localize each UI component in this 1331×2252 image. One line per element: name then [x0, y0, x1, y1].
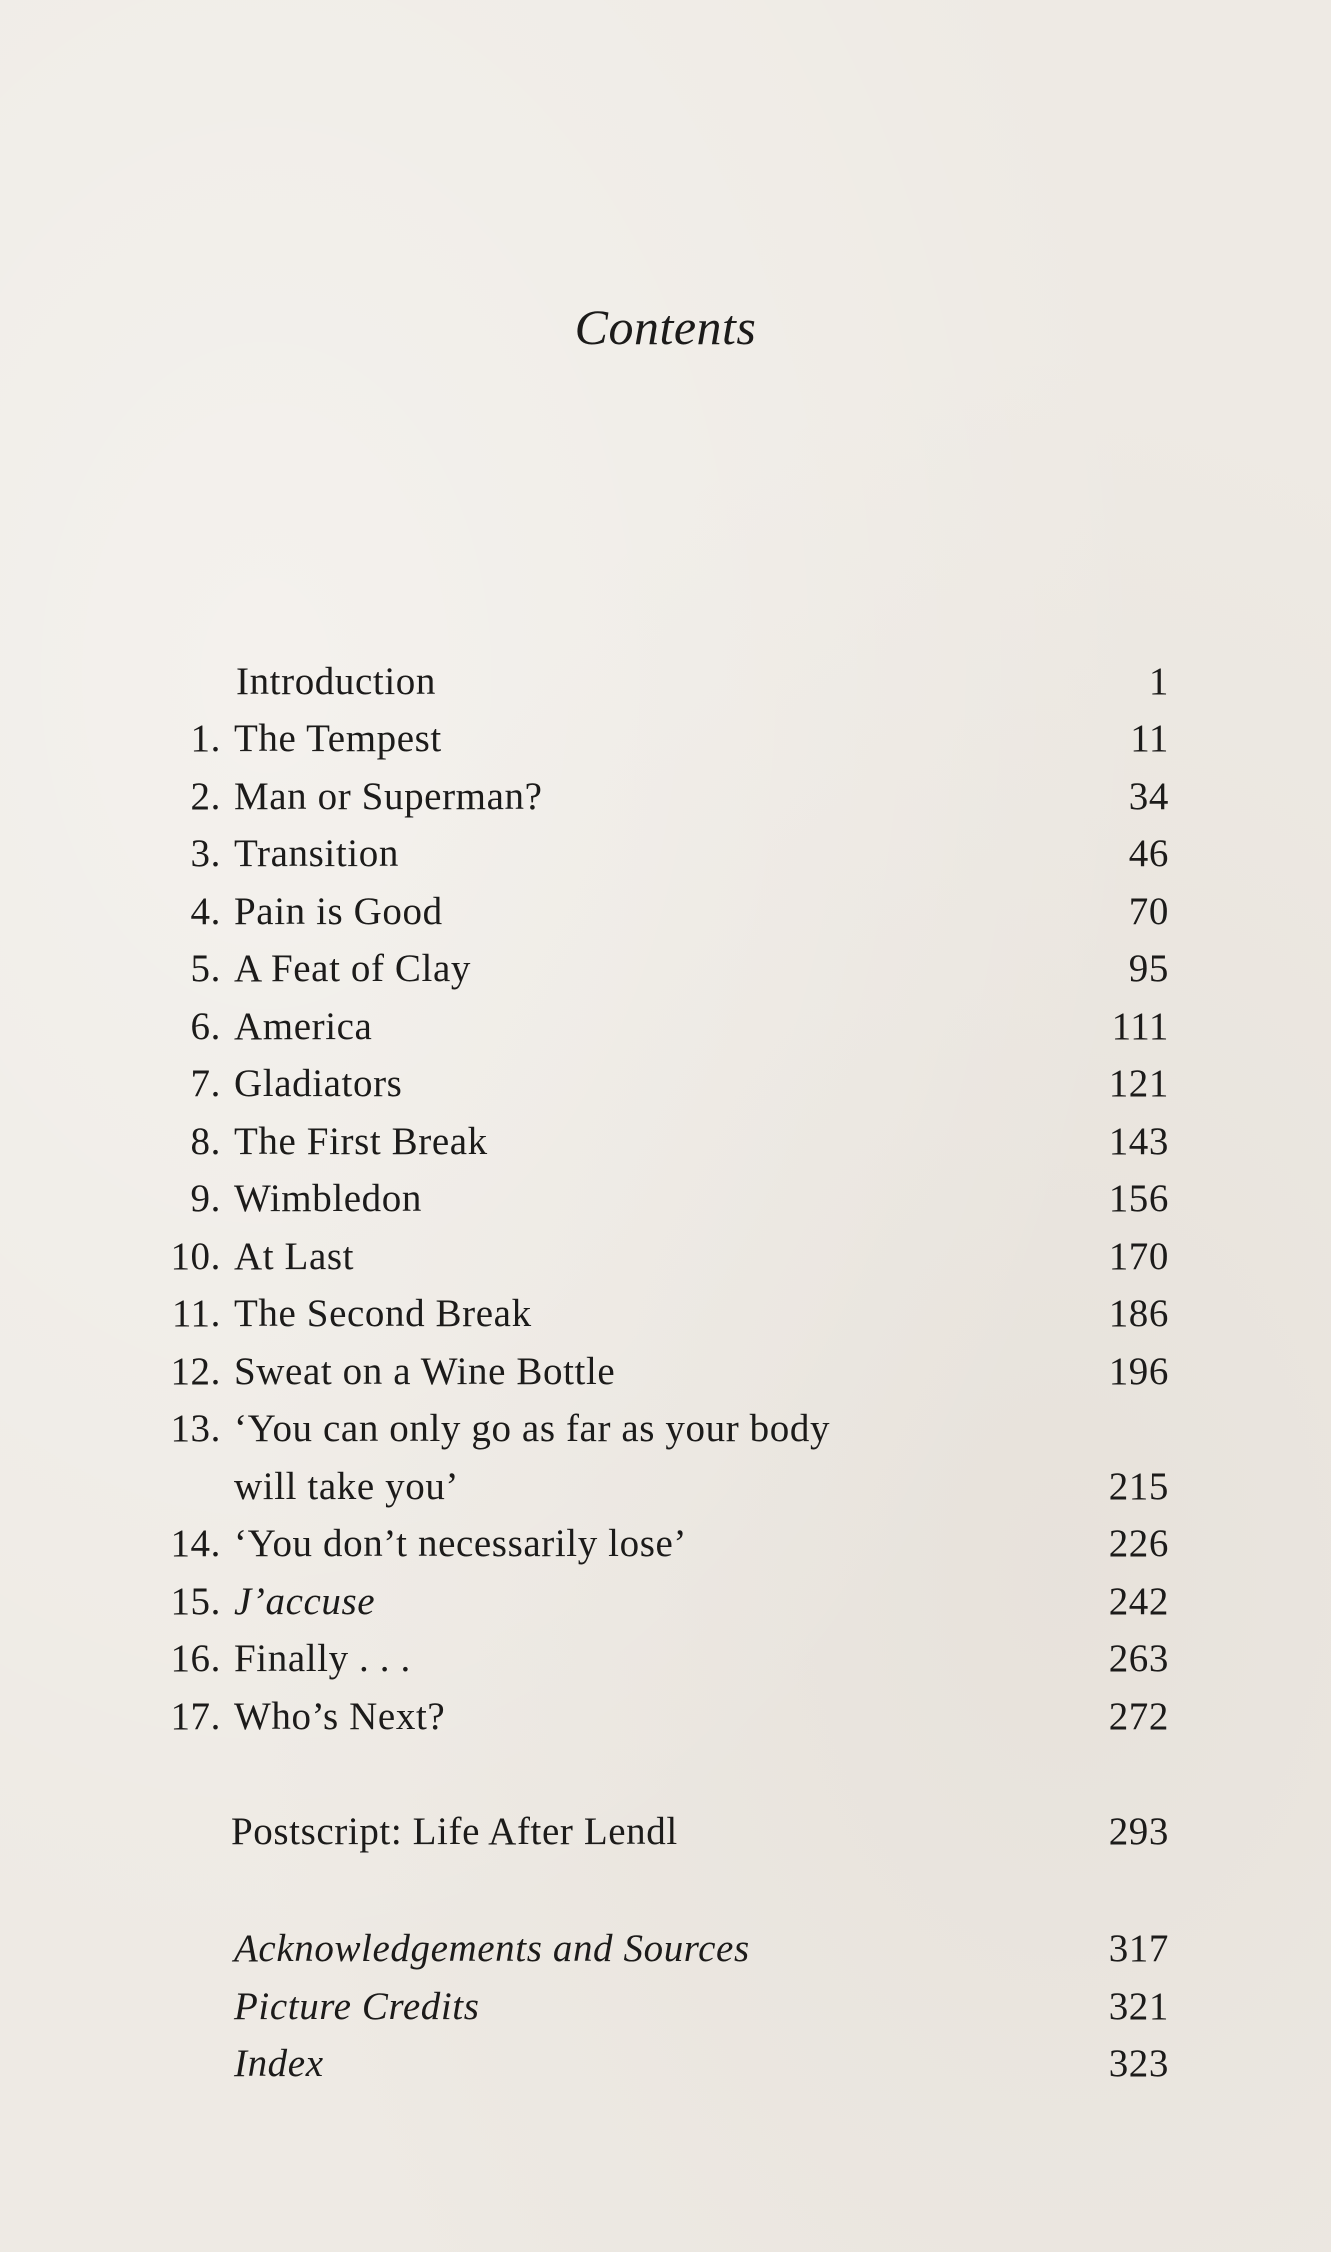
toc-entry-number: 6.: [190, 1005, 221, 1048]
toc-entry-page: 242: [1108, 1580, 1169, 1623]
toc-entry-chapter-6: [0, 998, 1331, 1055]
toc-entry-chapter-4: [0, 883, 1331, 940]
toc-entry-label: Gladiators: [234, 1062, 403, 1105]
toc-entry-label: Picture Credits: [234, 1985, 480, 2028]
toc-entry-label: Man or Superman?: [234, 775, 543, 818]
toc-entry-number: 14.: [170, 1522, 221, 1565]
toc-entry-label: Pain is Good: [234, 890, 443, 933]
toc-entry-label: Acknowledgements and Sources: [234, 1927, 750, 1970]
toc-entry-picture-credits: [0, 1978, 1331, 2035]
toc-entry-number: 5.: [190, 947, 221, 990]
toc-entry-chapter-8: [0, 1113, 1331, 1170]
toc-entry-introduction: [0, 653, 1331, 710]
toc-entry-chapter-14: [0, 1515, 1331, 1572]
toc-entry-page: 95: [1128, 947, 1169, 990]
toc-entry-page: 11: [1130, 717, 1169, 760]
toc-entry-chapter-13-continued: [0, 1458, 1331, 1515]
toc-entry-chapter-16: [0, 1630, 1331, 1687]
toc-entry-chapter-7: [0, 1055, 1331, 1112]
toc-entry-page: 186: [1108, 1292, 1169, 1335]
toc-entry-label: Postscript: Life After Lendl: [231, 1810, 678, 1853]
toc-entry-label: America: [234, 1005, 373, 1048]
toc-entry-acknowledgements: [0, 1920, 1331, 1977]
toc-entry-number: 2.: [190, 775, 221, 818]
toc-entry-page: 321: [1108, 1985, 1169, 2028]
toc-entry-number: 11.: [171, 1292, 221, 1335]
toc-entry-label: Introduction: [236, 660, 436, 703]
toc-entry-chapter-2: [0, 768, 1331, 825]
toc-entry-page: 196: [1108, 1350, 1169, 1393]
toc-entry-index: [0, 2035, 1331, 2092]
toc-entry-number: 16.: [170, 1637, 221, 1680]
toc-entry-page: 215: [1108, 1465, 1169, 1508]
toc-entry-number: 4.: [190, 890, 221, 933]
toc-entry-label: Wimbledon: [234, 1177, 422, 1220]
toc-entry-chapter-12: [0, 1343, 1331, 1400]
toc-entry-page: 226: [1108, 1522, 1169, 1565]
toc-entry-page: 293: [1108, 1810, 1169, 1853]
toc-entry-page: 34: [1128, 775, 1169, 818]
toc-entry-label: The Tempest: [234, 717, 442, 760]
toc-entry-page: 323: [1108, 2042, 1169, 2085]
toc-entry-label: At Last: [234, 1235, 355, 1278]
toc-entry-chapter-15: [0, 1573, 1331, 1630]
toc-entry-number: 1.: [190, 717, 221, 760]
toc-entry-number: 12.: [170, 1350, 221, 1393]
toc-entry-page: 317: [1108, 1927, 1169, 1970]
toc-entry-page: 46: [1128, 832, 1169, 875]
toc-entry-label: Who’s Next?: [234, 1695, 446, 1738]
toc-entry-chapter-17: [0, 1688, 1331, 1745]
toc-entry-number: 15.: [170, 1580, 221, 1623]
toc-entry-label: The Second Break: [234, 1292, 532, 1335]
toc-entry-chapter-9: [0, 1170, 1331, 1227]
toc-entry-page: 70: [1128, 890, 1169, 933]
toc-entry-chapter-11: [0, 1285, 1331, 1342]
toc-entry-number: 17.: [170, 1695, 221, 1738]
toc-entry-label: ‘You don’t necessarily lose’: [234, 1522, 687, 1565]
toc-entry-page: 263: [1108, 1637, 1169, 1680]
toc-entry-page: 111: [1111, 1005, 1169, 1048]
toc-entry-label: Index: [234, 2042, 324, 2085]
toc-entry-page: 143: [1108, 1120, 1169, 1163]
toc-entry-label: Finally . . .: [234, 1637, 411, 1680]
toc-entry-chapter-10: [0, 1228, 1331, 1285]
toc-entry-number: 9.: [190, 1177, 221, 1220]
toc-entry-number: 8.: [190, 1120, 221, 1163]
toc-entry-label: Sweat on a Wine Bottle: [234, 1350, 616, 1393]
toc-entry-chapter-5: [0, 940, 1331, 997]
toc-entry-label: will take you’: [234, 1465, 460, 1508]
toc-entry-page: 272: [1108, 1695, 1169, 1738]
toc-entry-number: 7.: [190, 1062, 221, 1105]
toc-entry-number: 10.: [170, 1235, 221, 1278]
toc-entry-page: 156: [1108, 1177, 1169, 1220]
toc-entry-number: 13.: [170, 1407, 221, 1450]
toc-entry-chapter-1: [0, 710, 1331, 767]
toc-entry-postscript: [0, 1803, 1331, 1860]
contents-title: Contents: [574, 299, 757, 355]
toc-entry-chapter-13: [0, 1400, 1331, 1457]
toc-entry-page: 1: [1148, 660, 1169, 703]
toc-entry-chapter-3: [0, 825, 1331, 882]
toc-entry-page: 170: [1108, 1235, 1169, 1278]
toc-entry-label: ‘You can only go as far as your body: [234, 1407, 831, 1450]
toc-entry-label: Transition: [234, 832, 399, 875]
toc-entry-label: J’accuse: [234, 1580, 376, 1623]
toc-entry-label: A Feat of Clay: [234, 947, 471, 990]
toc-entry-number: 3.: [190, 832, 221, 875]
toc-entry-page: 121: [1108, 1062, 1169, 1105]
toc-entry-label: The First Break: [234, 1120, 488, 1163]
